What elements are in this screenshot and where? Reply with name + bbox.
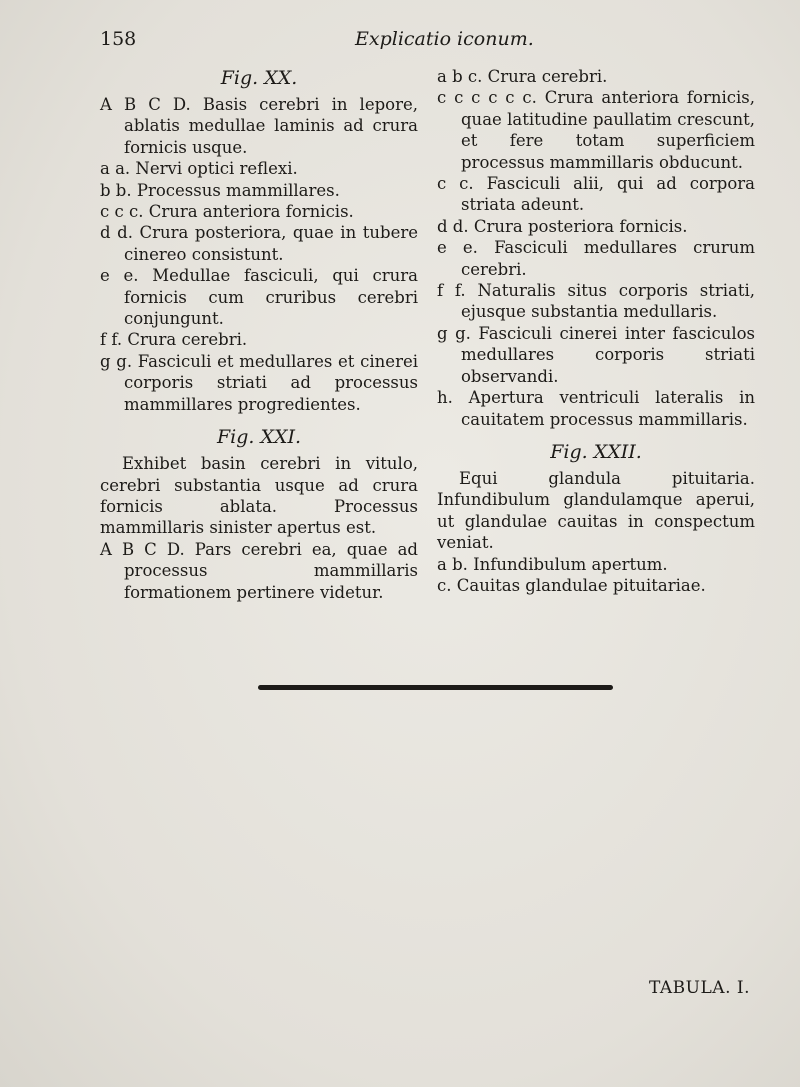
fig-xxii-entry: c. Cauitas glandulae pituitariae.: [437, 575, 706, 595]
spacer: [100, 415, 418, 425]
fig-xx-entry: a a. Nervi optici reflexi.: [100, 159, 298, 179]
fig-xx-entry: c c c. Crura anteriora fornicis.: [100, 202, 354, 222]
page-header: [0, 26, 800, 56]
fig-xx-entry: g g. Fasciculi et medullares et cinerei corporis striati ad processus mammillares progredientes.: [100, 351, 418, 414]
fig-xxi-entry: A B C D. Pars cerebri ea, quae ad processus mammillaris formationem pertinere videtur.: [100, 539, 418, 602]
fig-xx-cont-entry: f f. Naturalis situs corporis striati, ejusque substantia medullaris.: [437, 281, 755, 322]
fig-xx-entry: e e. Medullae fasciculi, qui crura fornicis cum cruribus cerebri conjungunt.: [100, 266, 418, 329]
fig-xx-entry: A B C D. Basis cerebri in lepore, ablatis medullae laminis ad crura fornicis usque.: [100, 95, 418, 157]
fig-xx-cont-entry: a b c. Crura cerebri.: [437, 67, 608, 86]
fig-xx-cont-entry: c c c c c c. Crura anteriora fornicis, quae latitudine paullatim crescunt, et fere totam superficiem processus mammillaris obducunt.: [437, 88, 755, 172]
left-column: [100, 66, 418, 603]
fig-xx-cont-entry: d d. Crura posteriora fornicis.: [437, 216, 688, 236]
fig-xx-cont-entry: h. Apertura ventriculi lateralis in cauitatem processus mammillaris.: [437, 388, 755, 429]
fig-xx-cont-entry: g g. Fasciculi cinerei inter fasciculos medullares corporis striati observandi.: [437, 323, 755, 386]
fig-xxii-intro: Equi glandula pituitaria. Infundibulum glandulamque aperui, ut glandulae cauitas in conspectum veniat.: [437, 468, 755, 553]
fig-xx-entry: d d. Crura posteriora, quae in tubere cinereo consistunt.: [100, 223, 418, 264]
fig-xx-title: Fig. XX.: [220, 67, 298, 89]
fig-xx-entry: b b. Processus mammillares.: [100, 180, 340, 200]
fig-xx-cont-entry: c c. Fasciculi alii, qui ad corpora striata adeunt.: [437, 174, 755, 215]
fig-xxi-intro: Exhibet basin cerebri in vitulo, cerebri substantia usque ad crura fornicis ablata. Processus mammillaris sinister apertus est.: [100, 454, 418, 538]
right-column: [437, 66, 755, 596]
fig-xx-entry: f f. Crura cerebri.: [100, 330, 248, 350]
fig-xxii-title: Fig. XXII.: [550, 440, 642, 463]
running-title: Explicatio iconum.: [355, 28, 534, 50]
section-divider-rule: [258, 685, 613, 690]
fig-xxi-title: Fig. XXI.: [216, 426, 302, 449]
fig-xxii-entry: a b. Infundibulum apertum.: [437, 554, 668, 574]
spacer: [437, 430, 755, 440]
fig-xx-cont-entry: e e. Fasciculi medullares crurum cerebri.: [437, 238, 755, 279]
plate-label: TABULA. I.: [649, 978, 750, 998]
page-number: 158: [100, 28, 137, 50]
